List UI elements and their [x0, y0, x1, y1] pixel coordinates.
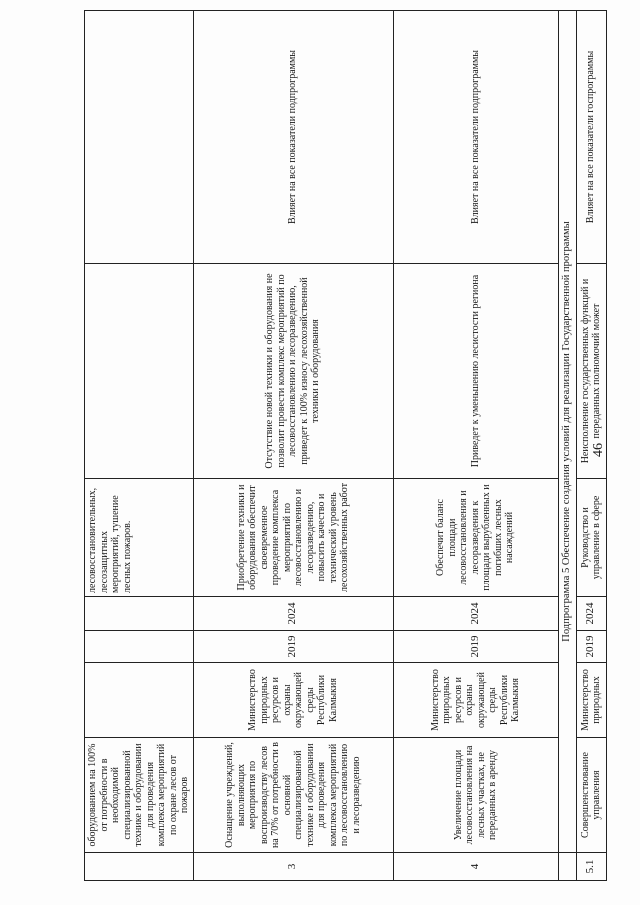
expected-result: Приобретение техники и оборудования обеспечит своевременное проведение комплекса мероприятий по лесовосстановлению и лесоразведению, повысить качество и технический уровень лесохозяйственных работ — [193, 479, 393, 597]
subprogram-title: Подпрограмма 5 Обеспечение создания условий для реализации Государственной программы — [558, 11, 576, 853]
year-start: 2019 — [193, 631, 393, 663]
executor: Министерство природных — [576, 663, 606, 738]
expected-result: Руководство и управление в сфере — [576, 479, 606, 597]
executor — [85, 663, 194, 738]
year-end: 2024 — [576, 597, 606, 631]
indicator-impact — [85, 11, 194, 264]
indicator-impact: Влияет на все показатели госпрограммы — [576, 11, 606, 264]
expected-result: лесовосстановительных, лесозащитных мероприятий, тушение лесных пожаров. — [85, 479, 194, 597]
indicator-impact: Влияет на все показатели подпрограммы — [393, 11, 558, 264]
activities-table — [84, 10, 607, 881]
row-number: 3 — [193, 853, 393, 881]
rotated-table-wrapper — [84, 11, 604, 881]
row-number — [85, 853, 194, 881]
year-start — [85, 631, 194, 663]
expected-result: Обеспечит баланс площади лесовосстановления и лесоразведения к площади вырубленных и погибших лесных насаждений — [393, 479, 558, 597]
year-end: 2024 — [393, 597, 558, 631]
consequences: Отсутствие новой техники и оборудования не позволит провести комплекс мероприятий по лесовосстановлению и лесоразведению, приведет к 100% износу лесохозяйственной техники и оборудования — [193, 264, 393, 479]
activity-name: Совершенствование управления — [576, 738, 606, 853]
consequences: Неисполнение государственных функций и переданных полномочий может — [576, 264, 606, 479]
activity-name: Оснащение учреждений, выполняющих мероприятия по воспроизводству лесов на 70% от потребности в основной специализированной технике и оборудовании для проведения комплекса мероприятий по лесовосстановлению и лесоразведению — [193, 738, 393, 853]
activity-name: Увеличение площади лесовосстановления на лесных участках, не переданных в аренду — [393, 738, 558, 853]
row-number: 4 — [393, 853, 558, 881]
executor: Министерство природных ресурсов и охраны окружающей среды Республики Калмыкия — [193, 663, 393, 738]
table-row — [85, 11, 194, 881]
executor: Министерство природных ресурсов и охраны окружающей среды Республики Калмыкия — [393, 663, 558, 738]
year-start: 2019 — [576, 631, 606, 663]
year-end: 2024 — [193, 597, 393, 631]
table-row — [393, 11, 558, 881]
consequences: Приведет к уменьшению лесистости региона — [393, 264, 558, 479]
year-end — [85, 597, 194, 631]
subprogram-header-row — [558, 11, 576, 881]
page-number: 46 — [591, 443, 606, 457]
indicator-impact: Влияет на все показатели подпрограммы — [193, 11, 393, 264]
activity-name: оборудованием на 100% от потребности в необходимой специализированной технике и оборудовании для проведения комплекса мероприятий по охране лесов от пожаров — [85, 738, 194, 853]
year-start: 2019 — [393, 631, 558, 663]
consequences — [85, 264, 194, 479]
subprogram-empty-cell — [558, 853, 576, 881]
row-number: 5.1 — [576, 853, 606, 881]
table-row — [193, 11, 393, 881]
